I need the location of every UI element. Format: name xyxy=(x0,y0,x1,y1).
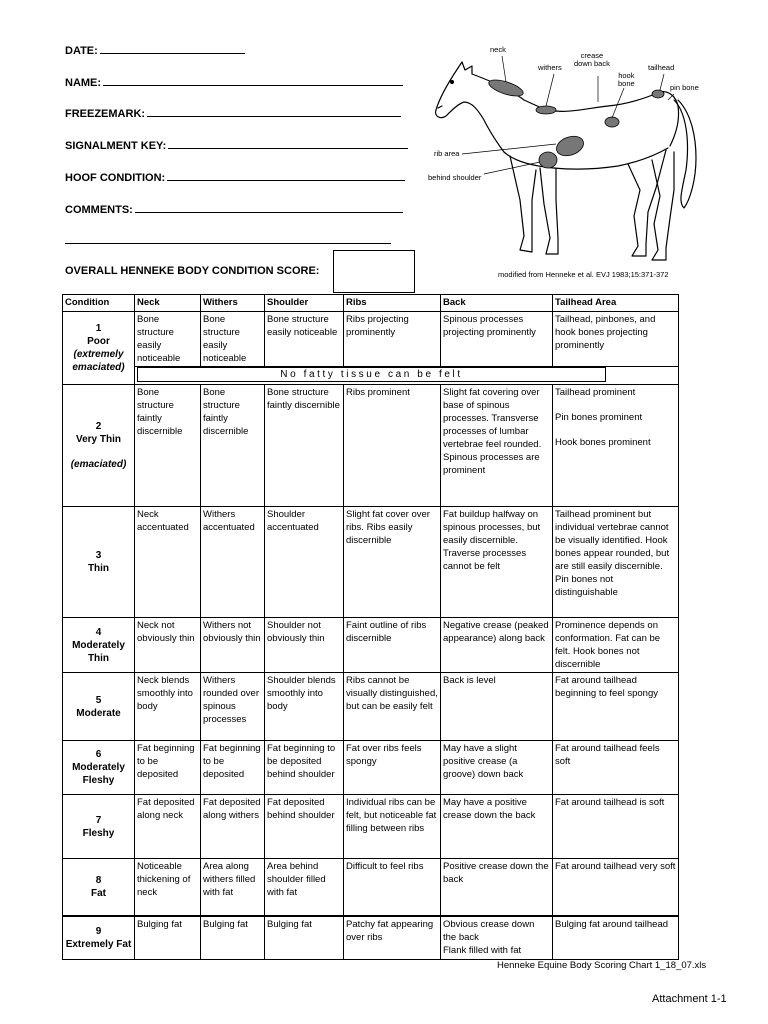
score-label-text: Poor xyxy=(87,336,110,347)
score-label-text: Very Thin xyxy=(75,434,121,445)
ribs-cell: Patchy fat appearing over ribs xyxy=(344,916,441,960)
condition-cell xyxy=(63,385,135,507)
figure-credit: modified from Henneke et al. EVJ 1983;15:371-372 xyxy=(498,270,669,279)
back-cell: Slight fat covering over base of spinous processes. Transverse processes of lumbar vertebrae feel rounded. Spinous processes are prominent xyxy=(441,385,553,507)
withers-cell: Withers accentuated xyxy=(201,507,265,618)
label-neck: neck xyxy=(490,45,506,54)
signalment-label: SIGNALMENT KEY: xyxy=(65,140,167,152)
score-number: 7 xyxy=(95,814,102,826)
tailhead-cell: Fat around tailhead feels soft xyxy=(553,741,679,795)
neck-cell: Fat beginning to be deposited xyxy=(135,741,201,795)
back-cell: Positive crease down the back xyxy=(441,859,553,916)
neck-cell: Noticeable thickening of neck xyxy=(135,859,201,916)
name-label: NAME: xyxy=(65,77,102,89)
score-label-text: Fleshy xyxy=(82,827,115,839)
ribs-cell: Faint outline of ribs discernible xyxy=(344,618,441,673)
label-pin-bone: pin bone xyxy=(670,83,699,92)
horse-icon xyxy=(428,40,718,280)
withers-cell: Bulging fat xyxy=(201,916,265,960)
header-withers: Withers xyxy=(201,295,265,312)
score-number: 2 xyxy=(95,421,102,432)
name-field xyxy=(65,74,403,89)
footer-filename: Henneke Equine Body Scoring Chart 1_18_07.xls xyxy=(497,960,707,971)
freezemark-line[interactable] xyxy=(147,105,401,117)
score-number: 8 xyxy=(95,874,102,886)
score-number: 3 xyxy=(95,550,102,561)
table-row xyxy=(63,507,679,618)
header-shoulder: Shoulder xyxy=(265,295,344,312)
back-line: Flank filled with fat xyxy=(443,944,522,956)
back-line: Obvious crease down the back xyxy=(443,918,535,943)
withers-cell: Withers not obviously thin xyxy=(201,618,265,673)
back-cell: Spinous processes projecting prominently xyxy=(441,312,553,367)
table-row xyxy=(63,859,679,916)
ribs-cell: Ribs projecting prominently xyxy=(344,312,441,367)
neck-cell: Bone structure faintly discernible xyxy=(135,385,201,507)
tailhead-cell: Prominence depends on conformation. Fat can be felt. Hook bones not discernible xyxy=(553,618,679,673)
hoof-line[interactable] xyxy=(167,169,405,181)
comments-label: COMMENTS: xyxy=(65,204,133,216)
table-row xyxy=(63,795,679,859)
score-subtitle: (emaciated) xyxy=(70,459,127,470)
neck-cell: Neck blends smoothly into body xyxy=(135,673,201,741)
ribs-cell: Fat over ribs feels spongy xyxy=(344,741,441,795)
tailhead-cell: Fat around tailhead very soft xyxy=(553,859,679,916)
shoulder-cell: Fat deposited behind shoulder xyxy=(265,795,344,859)
table-row xyxy=(63,741,679,795)
condition-cell xyxy=(63,618,135,673)
tailhead-cell: Tailhead prominent but individual vertebrae cannot be visually identified. Hook bones appear rounded, but are still easily discernible. Pin bones not distinguishable xyxy=(553,507,679,618)
withers-cell: Withers rounded over spinous processes xyxy=(201,673,265,741)
header-back: Back xyxy=(441,295,553,312)
horse-figure xyxy=(428,40,718,280)
condition-cell xyxy=(63,312,135,385)
score-label-text: Thin xyxy=(87,563,110,574)
shoulder-cell: Bone structure faintly discernible xyxy=(265,385,344,507)
shoulder-cell: Shoulder blends smoothly into body xyxy=(265,673,344,741)
label-crease: crease down back xyxy=(574,51,610,68)
freezemark-label: FREEZEMARK: xyxy=(65,108,146,120)
neck-cell: Neck accentuated xyxy=(135,507,201,618)
shoulder-cell: Fat beginning to be deposited behind shoulder xyxy=(265,741,344,795)
table-row xyxy=(63,673,679,741)
ribs-cell: Ribs cannot be visually distinguished, but can be easily felt xyxy=(344,673,441,741)
label-behind-shoulder: behind shoulder xyxy=(428,173,482,182)
comments-field xyxy=(65,201,403,216)
signalment-line[interactable] xyxy=(168,137,408,149)
hoof-field xyxy=(65,169,405,184)
table-row xyxy=(63,312,679,367)
score-label-text: Fat xyxy=(91,887,106,899)
ribs-cell: Ribs prominent xyxy=(344,385,441,507)
withers-cell: Bone structure faintly discernible xyxy=(201,385,265,507)
no-fat-note: No fatty tissue can be felt xyxy=(137,367,606,382)
score-number: 1 xyxy=(95,323,102,334)
back-cell: May have a positive crease down the back xyxy=(441,795,553,859)
tailhead-cell: Bulging fat around tailhead xyxy=(553,916,679,960)
tailhead-cell: Fat around tailhead beginning to feel spongy xyxy=(553,673,679,741)
score-label-text: Extremely Fat xyxy=(65,938,132,950)
condition-cell xyxy=(63,859,135,916)
back-cell: Negative crease (peaked appearance) along back xyxy=(441,618,553,673)
freezemark-field xyxy=(65,105,401,120)
withers-cell: Bone structure easily noticeable xyxy=(201,312,265,367)
tailhead-cell: Tailhead, pinbones, and hook bones projecting prominently xyxy=(553,312,679,367)
neck-cell: Fat deposited along neck xyxy=(135,795,201,859)
score-number: 4 xyxy=(95,626,102,638)
no-fat-row xyxy=(63,367,679,385)
condition-cell xyxy=(63,673,135,741)
tailhead-cell xyxy=(553,385,679,507)
shoulder-cell: Shoulder accentuated xyxy=(265,507,344,618)
score-label-text: Moderately Thin xyxy=(72,639,125,664)
score-label-text: Moderate xyxy=(76,707,121,719)
tailhead-line: Hook bones prominent xyxy=(555,437,651,448)
date-label: DATE: xyxy=(65,45,98,57)
header-condition: Condition xyxy=(63,295,135,312)
neck-cell: Bulging fat xyxy=(135,916,201,960)
shoulder-cell: Bone structure easily noticeable xyxy=(265,312,344,367)
label-tailhead: tailhead xyxy=(648,63,675,72)
condition-cell xyxy=(63,507,135,618)
score-number: 6 xyxy=(95,749,102,760)
shoulder-cell: Bulging fat xyxy=(265,916,344,960)
condition-cell xyxy=(63,741,135,795)
header-ribs: Ribs xyxy=(344,295,441,312)
condition-cell xyxy=(63,916,135,960)
comments-line[interactable] xyxy=(135,201,403,213)
shoulder-cell: Area behind shoulder filled with fat xyxy=(265,859,344,916)
ribs-cell: Difficult to feel ribs xyxy=(344,859,441,916)
back-cell: Back is level xyxy=(441,673,553,741)
condition-table xyxy=(62,294,679,960)
comments-extra-line[interactable] xyxy=(65,243,391,244)
attachment-label: Attachment 1-1 xyxy=(652,993,727,1005)
score-number: 5 xyxy=(95,694,102,706)
score-number: 9 xyxy=(95,925,102,937)
condition-cell xyxy=(63,795,135,859)
neck-cell: Neck not obviously thin xyxy=(135,618,201,673)
score-label-text: Moderately Fleshy xyxy=(72,762,125,786)
tailhead-line: Pin bones prominent xyxy=(555,412,643,423)
withers-cell: Fat deposited along withers xyxy=(201,795,265,859)
date-field xyxy=(65,42,245,57)
table-row xyxy=(63,618,679,673)
tailhead-cell: Fat around tailhead is soft xyxy=(553,795,679,859)
neck-cell: Bone structure easily noticeable xyxy=(135,312,201,367)
back-cell: May have a slight positive crease (a groove) down back xyxy=(441,741,553,795)
back-cell xyxy=(441,916,553,960)
withers-cell: Area along withers filled with fat xyxy=(201,859,265,916)
label-withers: withers xyxy=(538,63,562,72)
date-line[interactable] xyxy=(100,42,245,54)
back-cell: Fat buildup halfway on spinous processes, but easily discernible. Traverse processes cannot be felt xyxy=(441,507,553,618)
table-row xyxy=(63,916,679,960)
tailhead-line: Tailhead prominent xyxy=(555,387,636,398)
ribs-cell: Slight fat cover over ribs. Ribs easily discernible xyxy=(344,507,441,618)
withers-cell: Fat beginning to be deposited xyxy=(201,741,265,795)
score-subtitle: (extremely emaciated) xyxy=(72,349,125,373)
hoof-label: HOOF CONDITION: xyxy=(65,172,166,184)
score-box[interactable] xyxy=(333,250,415,293)
name-line[interactable] xyxy=(103,74,403,86)
label-hook-bone: hook bone xyxy=(618,71,635,88)
header-neck: Neck xyxy=(135,295,201,312)
ribs-cell: Individual ribs can be felt, but noticeable fat filling between ribs xyxy=(344,795,441,859)
table-row xyxy=(63,385,679,507)
score-label: OVERALL HENNEKE BODY CONDITION SCORE: xyxy=(65,265,320,277)
label-rib-area: rib area xyxy=(434,149,460,158)
table-header-row xyxy=(63,295,679,312)
shoulder-cell: Shoulder not obviously thin xyxy=(265,618,344,673)
header-tailhead: Tailhead Area xyxy=(553,295,679,312)
signalment-field xyxy=(65,137,408,152)
